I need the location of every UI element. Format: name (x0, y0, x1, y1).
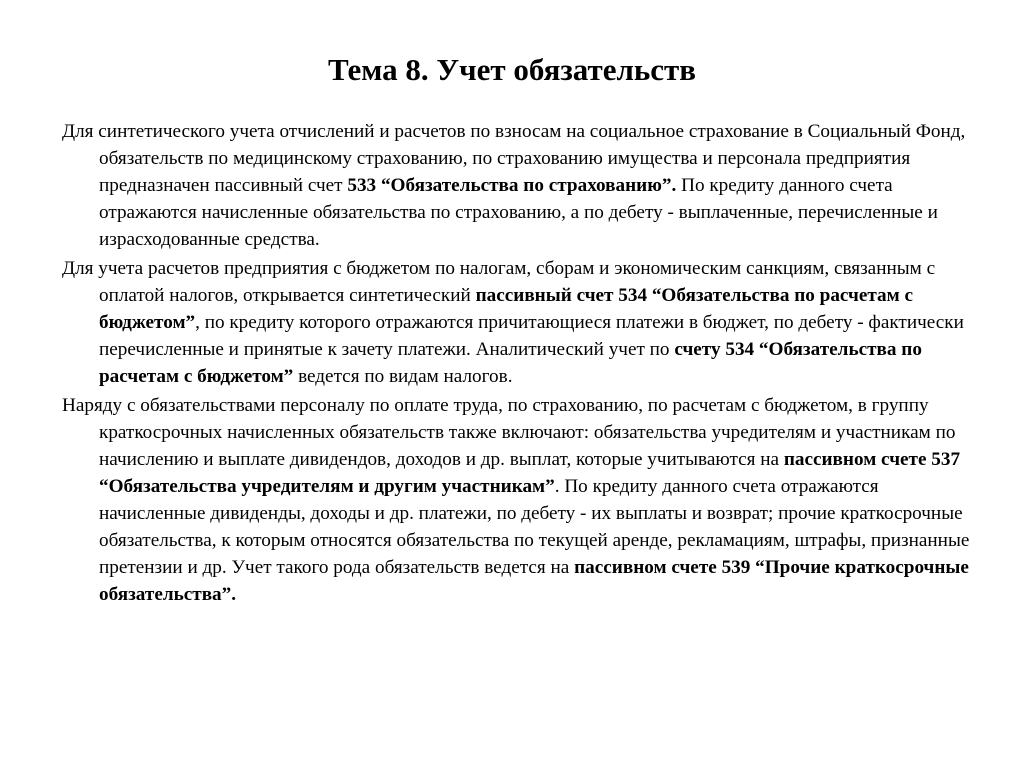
bold-account-537: пассивном счете 537 “Обязательства учредителям и другим участникам” (99, 449, 961, 497)
bold-account-534-analytic: счету 534 “Обязательства по расчетам с бюджетом” (99, 339, 922, 387)
paragraph-account-534 (62, 255, 972, 390)
text-segment: , по кредиту которого отражаются причитающиеся платежи в бюджет, по дебету - фактически перечисленные и принятые к зачету платежи. Аналитический учет по (99, 312, 964, 360)
slide-body (62, 118, 972, 610)
text-segment: Для синтетического учета отчислений и расчетов по взносам на социальное страхование в Социальный Фонд, обязательств по медицинскому страхованию, по страхованию имущества и персонала предприятия предназначен пассивный счет (62, 121, 966, 196)
text-segment: По кредиту данного счета отражаются начисленные обязательства по страхованию, а по дебету - выплаченные, перечисленные и израсходованные средства. (99, 175, 938, 250)
text-segment: ведется по видам налогов. (293, 366, 513, 387)
text-segment: Для учета расчетов предприятия с бюджетом по налогам, сборам и экономическим санкциям, связанным с оплатой налогов, открывается синтетический (62, 258, 936, 306)
paragraph-accounts-537-539 (62, 392, 972, 608)
bold-account-533: 533 “Обязательства по страхованию”. (347, 175, 677, 196)
bold-account-539: пассивном счете 539 “Прочие краткосрочные обязательства”. (99, 557, 969, 605)
paragraph-account-533 (62, 118, 972, 253)
slide-title: Тема 8. Учет обязательств (327, 52, 697, 87)
text-segment: . По кредиту данного счета отражаются начисленные дивиденды, доходы и др. платежи, по дебету - их выплаты и возврат; прочие краткосрочные обязательства, к которым относятся обязательства по текущей аренде, рекламациям, штрафы, признанные претензии и др. Учет такого рода обязательств ведется на (99, 476, 970, 578)
text-segment: Наряду с обязательствами персоналу по оплате труда, по страхованию, по расчетам с бюджетом, в группу краткосрочных начисленных обязательств также включают: обязательства учредителям и участникам по начислению и выплате дивидендов, доходов и др. выплат, которые учитываются на (62, 395, 956, 470)
bold-account-534: пассивный счет 534 “Обязательства по расчетам с бюджетом” (99, 285, 914, 333)
